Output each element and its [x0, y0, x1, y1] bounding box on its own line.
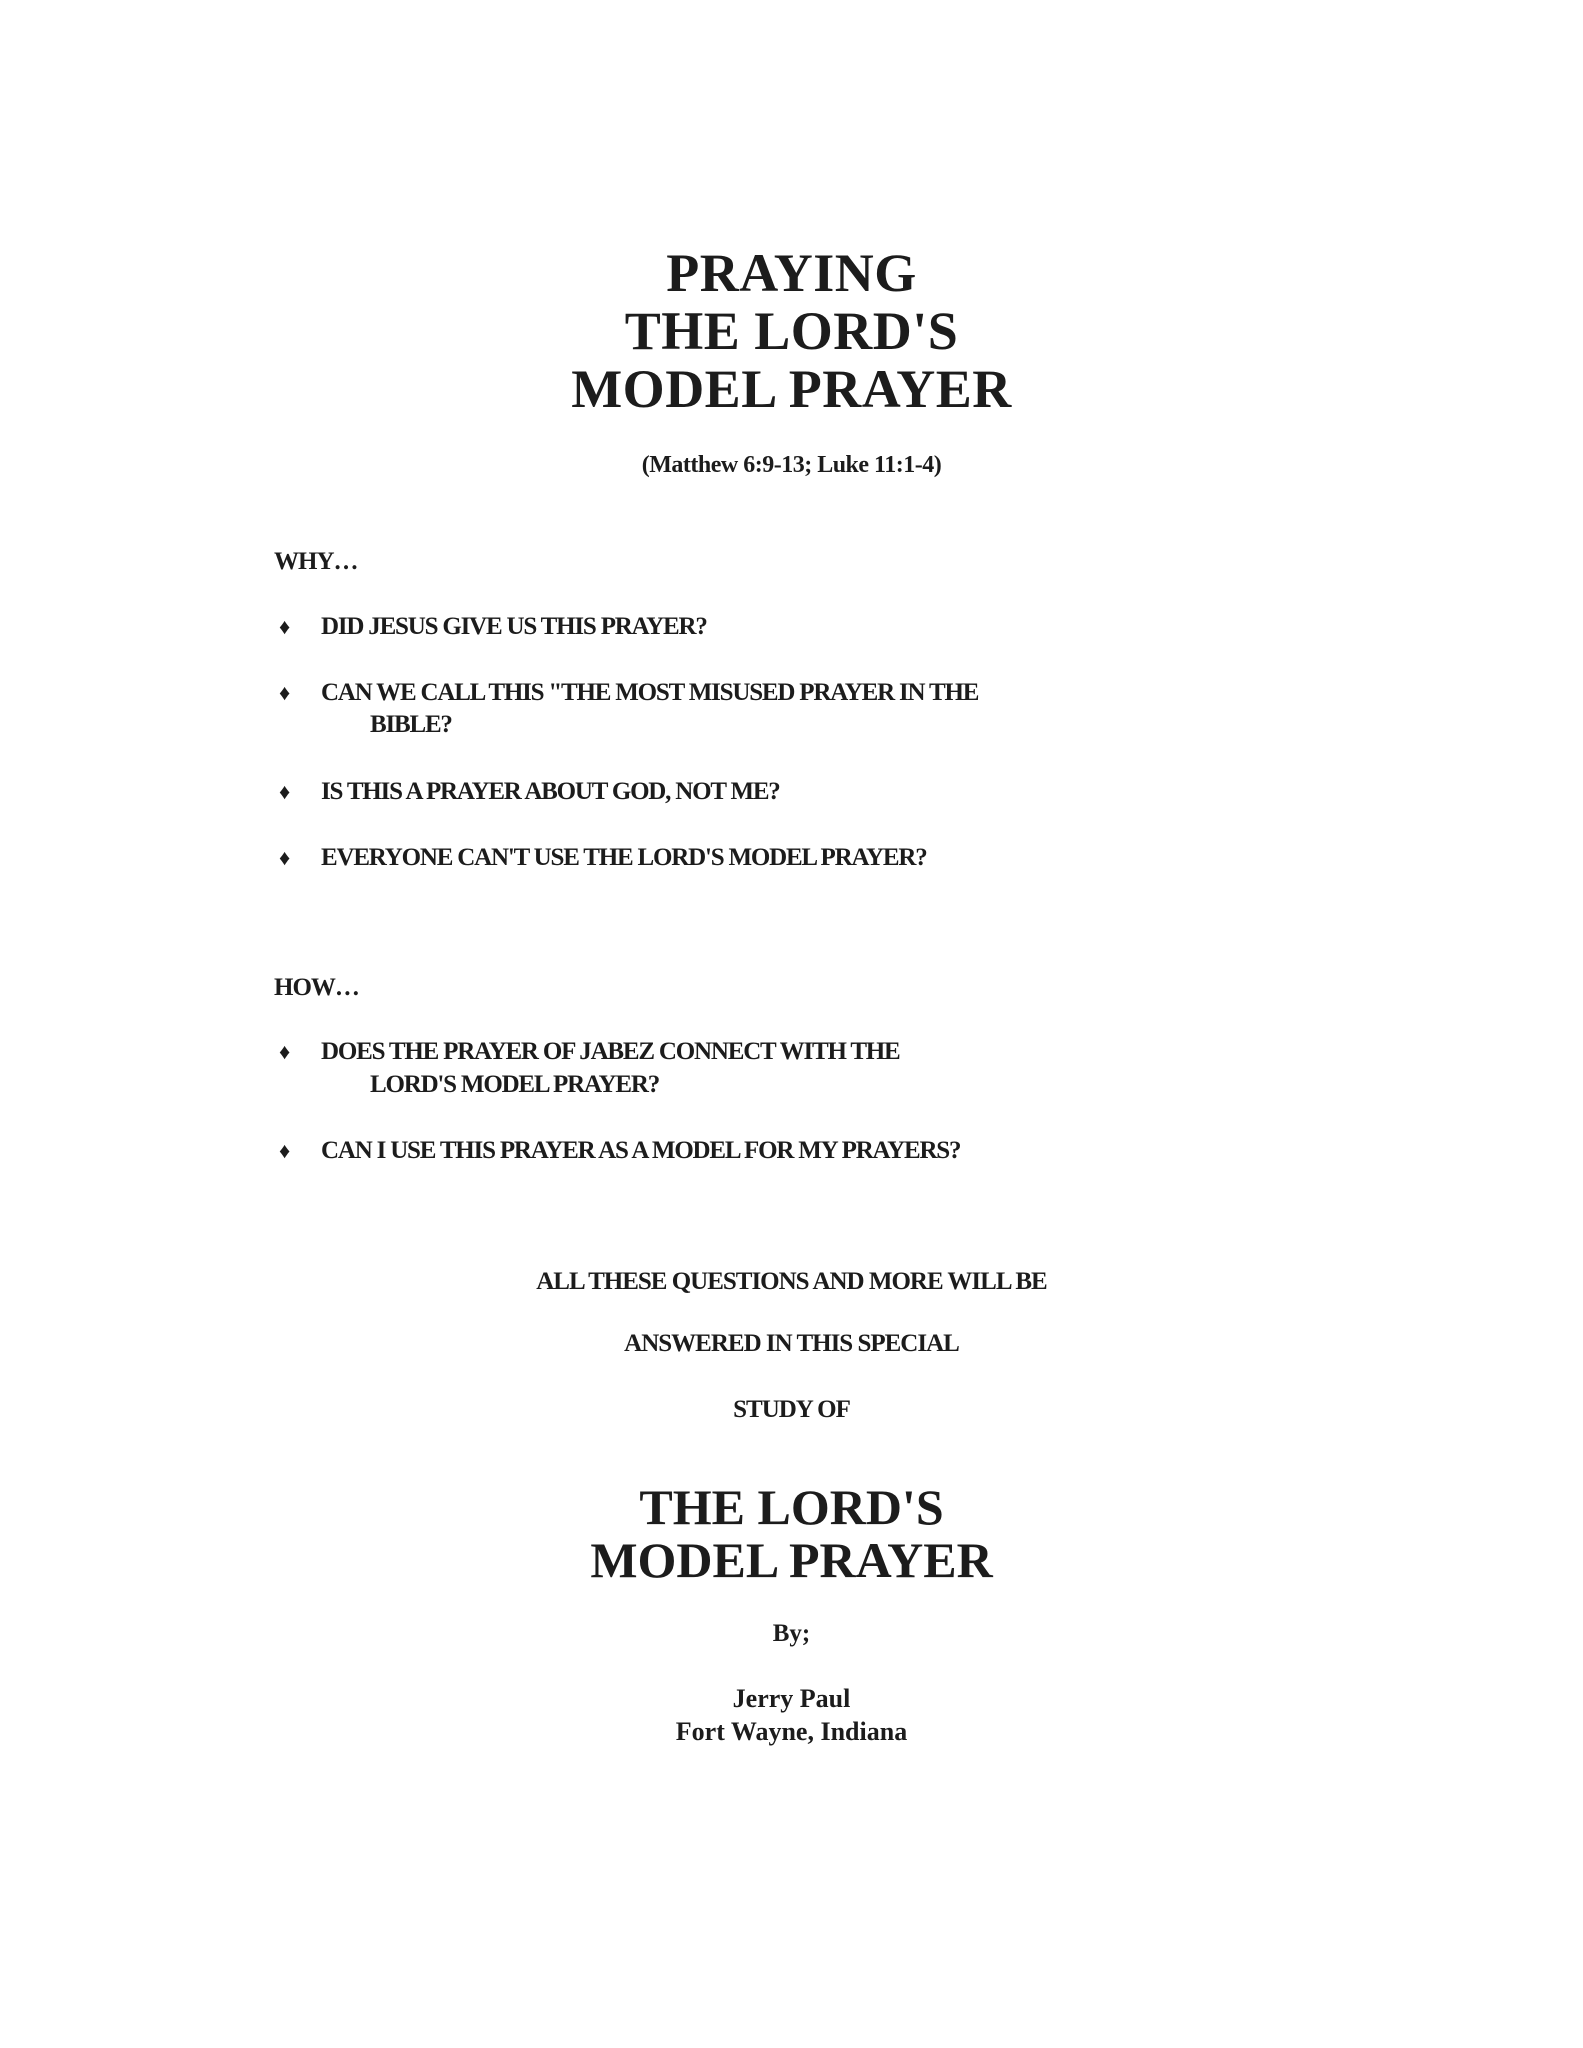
why-item-2: CAN WE CALL THIS "THE MOST MISUSED PRAYER IN THE — [321, 679, 979, 706]
why-item-2-cont: BIBLE? — [370, 711, 452, 738]
closing-line-1: ALL THESE QUESTIONS AND MORE WILL BE — [536, 1268, 1047, 1295]
why-item-1: DID JESUS GIVE US THIS PRAYER? — [321, 613, 707, 640]
title-line-3: MODEL PRAYER — [571, 359, 1012, 419]
why-item-3: IS THIS A PRAYER ABOUT GOD, NOT ME? — [321, 778, 780, 805]
scripture-reference: (Matthew 6:9-13; Luke 11:1-4) — [641, 452, 942, 478]
diamond-bullet-icon: ♦ — [279, 1138, 291, 1163]
closing-line-3: STUDY OF — [733, 1396, 850, 1423]
diamond-bullet-icon: ♦ — [279, 614, 291, 639]
how-item-2: CAN I USE THIS PRAYER AS A MODEL FOR MY PRAYERS? — [321, 1137, 961, 1164]
closing-line-2: ANSWERED IN THIS SPECIAL — [624, 1330, 959, 1357]
diamond-bullet-icon: ♦ — [279, 779, 291, 804]
how-heading: HOW… — [274, 974, 359, 1001]
subtitle-line-2: MODEL PRAYER — [590, 1532, 993, 1588]
title-line-2: THE LORD'S — [624, 301, 959, 361]
author-name: Jerry Paul — [732, 1684, 851, 1713]
diamond-bullet-icon: ♦ — [279, 845, 291, 870]
diamond-bullet-icon: ♦ — [279, 1039, 291, 1064]
how-item-1-cont: LORD'S MODEL PRAYER? — [370, 1071, 660, 1098]
title-line-1: PRAYING — [666, 243, 917, 303]
author-location: Fort Wayne, Indiana — [675, 1717, 908, 1746]
subtitle-line-1: THE LORD'S — [639, 1479, 944, 1535]
byline-by: By; — [772, 1620, 811, 1647]
how-item-1: DOES THE PRAYER OF JABEZ CONNECT WITH THE — [321, 1038, 900, 1065]
why-heading: WHY… — [274, 548, 358, 575]
diamond-bullet-icon: ♦ — [279, 680, 291, 705]
why-item-4: EVERYONE CAN'T USE THE LORD'S MODEL PRAYER? — [321, 844, 927, 871]
